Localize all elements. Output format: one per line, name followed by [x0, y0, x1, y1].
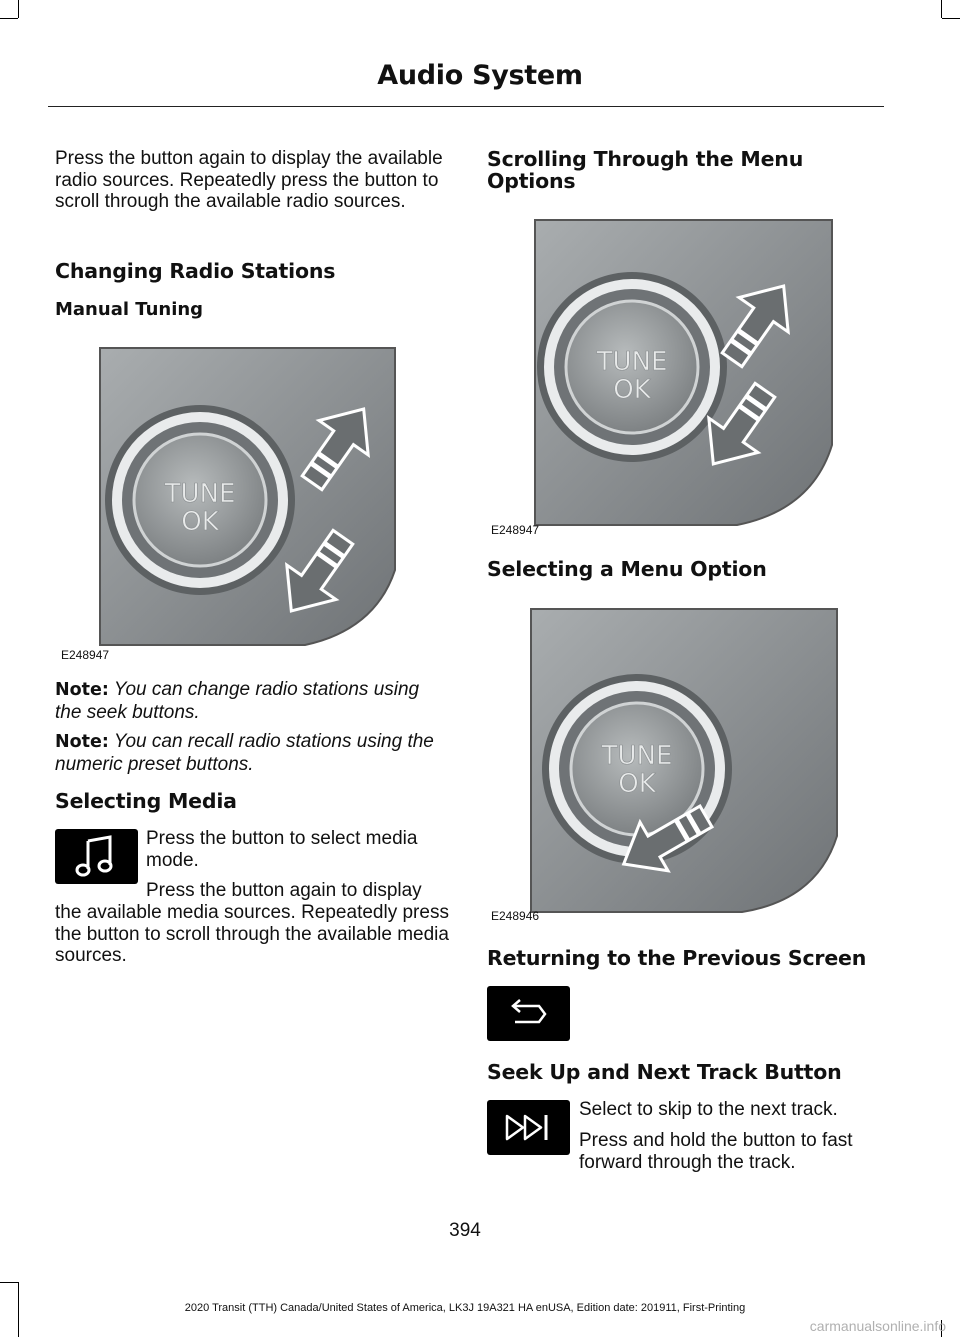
watermark: carmanualsonline.info	[809, 1318, 946, 1334]
note-seek-buttons	[55, 679, 450, 723]
heading-returning-previous-screen: Returning to the Previous Screen	[487, 946, 867, 970]
heading-scrolling-menu-options: Scrolling Through the Menu Options	[487, 147, 804, 193]
media-paragraph-2-rest: the available media sources. Repeatedly press the button to scroll through the available media sources.	[55, 902, 449, 966]
heading-manual-tuning: Manual Tuning	[55, 299, 204, 320]
page-number: 394	[449, 1220, 481, 1241]
tune-knob-illustration	[55, 340, 410, 665]
crop-mark	[942, 18, 960, 19]
page-title: Audio System	[377, 60, 583, 91]
note-text: You can recall radio stations using the numeric preset buttons.	[55, 731, 434, 775]
heading-seek-up-next-track: Seek Up and Next Track Button	[487, 1060, 842, 1084]
next-track-icon	[487, 1100, 570, 1155]
media-paragraph-2-first-line: Press the button again to display	[146, 880, 422, 901]
crop-mark	[0, 1282, 18, 1283]
heading-changing-radio-stations: Changing Radio Stations	[55, 259, 336, 283]
note-label: Note:	[55, 680, 109, 700]
seek-paragraph-2: Press and hold the button to fast forward through the track.	[579, 1130, 853, 1173]
crop-mark	[18, 0, 19, 18]
knob-label-ok: OK	[618, 769, 656, 799]
knob-label-ok: OK	[181, 507, 219, 537]
heading-selecting-menu-option: Selecting a Menu Option	[487, 557, 767, 581]
note-text: You can change radio stations using the seek buttons.	[55, 679, 420, 723]
knob-label-tune: TUNE	[596, 347, 668, 377]
tune-knob-illustration	[487, 215, 842, 540]
heading-selecting-media: Selecting Media	[55, 789, 237, 813]
figure-scrolling-menu	[487, 215, 842, 540]
figure-selecting-menu-option	[487, 604, 842, 926]
figure-code: E248947	[61, 648, 110, 662]
tune-knob-illustration	[487, 604, 842, 926]
figure-code: E248946	[491, 909, 540, 923]
note-label: Note:	[55, 732, 109, 752]
header-divider	[48, 106, 884, 107]
knob-label-tune: TUNE	[601, 741, 673, 771]
note-preset-buttons	[55, 731, 450, 775]
footer-edition-info: 2020 Transit (TTH) Canada/United States of America, LK3J 19A321 HA enUSA, Edition date: 201911, First-Printing	[184, 1302, 746, 1314]
figure-code: E248947	[491, 523, 540, 537]
knob-label-ok: OK	[613, 375, 651, 405]
back-arrow-icon	[487, 986, 570, 1041]
media-paragraph-1: Press the button to select media mode.	[146, 828, 418, 871]
intro-paragraph: Press the button again to display the available radio sources. Repeatedly press the button to scroll through the available radio sources.	[55, 148, 443, 212]
music-note-icon	[55, 829, 138, 884]
figure-manual-tuning	[55, 340, 410, 665]
knob-label-tune: TUNE	[164, 479, 236, 509]
crop-mark	[0, 18, 18, 19]
seek-paragraph-1: Select to skip to the next track.	[579, 1099, 838, 1120]
crop-mark	[941, 0, 942, 18]
